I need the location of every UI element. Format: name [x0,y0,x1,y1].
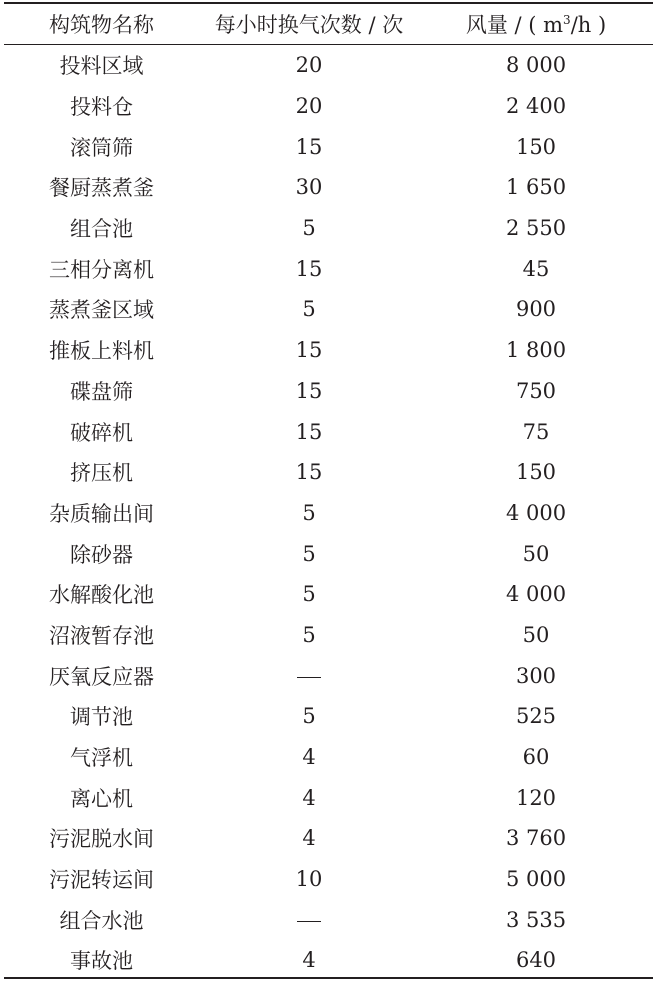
header-air-volume-suffix: /h ) [570,13,607,37]
header-structure-name: 构筑物名称 [49,13,154,37]
cell-air-volume: 4 000 [505,582,567,607]
table-row [4,777,653,818]
cell-air-volume: 5 000 [505,867,567,892]
cell-air-changes: 5 [302,541,316,566]
cell-air-changes: 15 [295,134,323,159]
cell-air-volume: 120 [515,785,557,810]
table-body [4,44,653,981]
cell-air-changes: 5 [302,297,316,322]
cell-air-volume: 150 [515,134,557,159]
cell-air-volume: 525 [515,704,557,729]
table-row [4,859,653,900]
table-row [4,493,653,534]
cell-air-volume: 60 [522,745,550,770]
cell-air-volume: 750 [515,378,557,403]
cell-air-volume: 50 [522,622,550,647]
cell-structure-name: 蒸煮釜区域 [49,298,154,323]
table-row [4,411,653,452]
table-row [4,655,653,696]
cell-air-volume: 4 000 [505,500,567,525]
cell-air-volume: 150 [515,460,557,485]
cell-air-changes: 5 [302,582,316,607]
cell-air-changes: 20 [295,53,323,78]
cell-air-volume: 2 550 [505,216,567,241]
cell-structure-name: 组合池 [70,217,133,242]
table-row [4,330,653,371]
cell-air-volume: 50 [522,541,550,566]
cell-air-changes [199,655,419,696]
ventilation-table [4,4,653,981]
table-row [4,208,653,249]
cell-air-changes: 15 [295,460,323,485]
table-row [4,615,653,656]
cell-air-changes: 10 [295,867,323,892]
cell-air-changes: 15 [295,256,323,281]
header-air-changes: 每小时换气次数 / 次 [214,13,404,37]
table-header-row [4,4,653,44]
header-air-volume-superscript: 3 [563,13,571,27]
table-row [4,737,653,778]
table-row [4,167,653,208]
cell-air-changes: 30 [295,175,323,200]
table-row [4,371,653,412]
cell-air-changes: 15 [295,338,323,363]
cell-structure-name: 气浮机 [70,746,133,771]
cell-structure-name: 离心机 [70,786,133,811]
table-row [4,86,653,127]
cell-air-changes: 5 [302,216,316,241]
cell-air-volume: 300 [515,663,557,688]
header-air-volume [419,4,653,44]
cell-structure-name: 水解酸化池 [49,583,154,608]
cell-structure-name: 投料仓 [70,95,133,120]
table-row [4,44,653,86]
cell-air-volume: 45 [522,256,550,281]
cell-air-volume: 1 650 [505,175,567,200]
table-row [4,899,653,940]
table-row [4,696,653,737]
cell-structure-name: 厌氧反应器 [49,664,154,689]
dash-mark [297,921,321,922]
cell-structure-name: 推板上料机 [49,339,154,364]
cell-structure-name: 杂质输出间 [49,501,154,526]
cell-air-volume: 3 760 [505,826,567,851]
cell-air-volume: 1 800 [505,338,567,363]
cell-air-volume: 640 [515,948,557,973]
cell-structure-name: 组合水池 [59,908,144,933]
cell-structure-name: 事故池 [70,949,133,974]
cell-air-changes [199,899,419,940]
dash-mark [297,677,321,678]
table-row [4,533,653,574]
table-row [4,289,653,330]
cell-air-volume: 75 [522,419,550,444]
cell-air-changes: 4 [302,948,316,973]
cell-air-volume: 3 535 [505,907,567,932]
cell-structure-name: 沼液暂存池 [49,623,154,648]
cell-air-changes: 4 [302,785,316,810]
cell-structure-name: 滚筒筛 [70,135,133,160]
table-row [4,452,653,493]
cell-structure-name: 碟盘筛 [70,379,133,404]
table-row [4,940,653,981]
cell-structure-name: 投料区域 [59,54,144,79]
cell-air-changes: 5 [302,704,316,729]
cell-air-changes: 5 [302,500,316,525]
cell-structure-name: 挤压机 [70,461,133,486]
cell-air-changes: 5 [302,622,316,647]
cell-structure-name: 污泥脱水间 [49,827,154,852]
table-row [4,818,653,859]
cell-air-changes: 20 [295,94,323,119]
cell-air-changes: 4 [302,826,316,851]
cell-structure-name: 污泥转运间 [49,868,154,893]
cell-air-volume: 2 400 [505,94,567,119]
cell-structure-name: 调节池 [70,705,133,730]
cell-structure-name: 餐厨蒸煮釜 [49,176,154,201]
cell-air-changes: 15 [295,419,323,444]
cell-air-volume: 900 [515,297,557,322]
header-air-volume-prefix: 风量 / ( m [465,13,564,37]
cell-air-volume: 8 000 [505,53,567,78]
cell-structure-name: 除砂器 [70,542,133,567]
table-row [4,248,653,289]
cell-air-changes: 4 [302,745,316,770]
cell-structure-name: 三相分离机 [49,257,154,282]
table-row [4,126,653,167]
table-row [4,574,653,615]
cell-air-changes: 15 [295,378,323,403]
cell-structure-name: 破碎机 [70,420,133,445]
